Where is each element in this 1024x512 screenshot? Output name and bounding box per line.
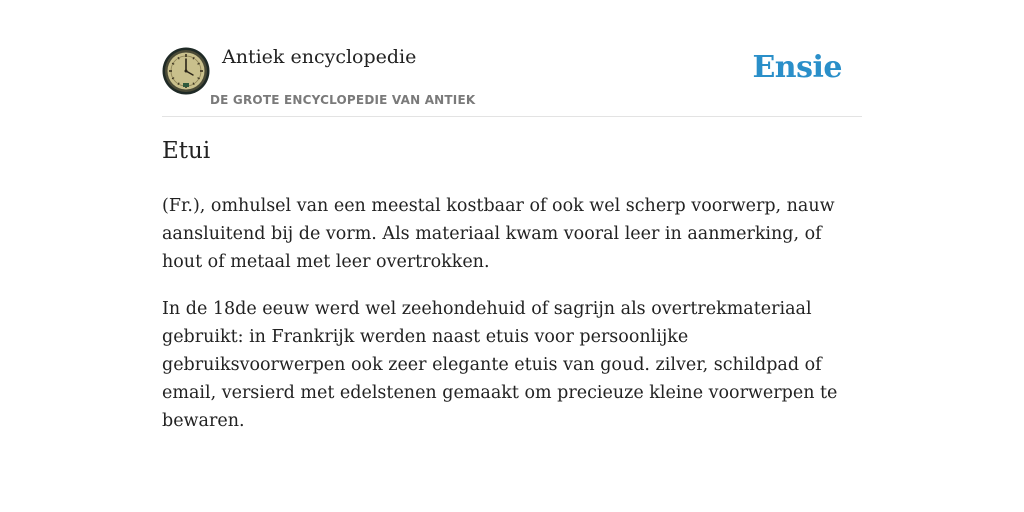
article-paragraph: (Fr.), omhulsel van een meestal kostbaar of ook wel scherp voorwerp, nauw aansluitend bij de vorm. Als materiaal kwam vooral leer in aanmerking, of hout of metaal met leer overtrokken. (162, 196, 835, 272)
page-title: Etui (162, 138, 211, 164)
clock-icon[interactable] (162, 47, 210, 95)
site-header (162, 44, 862, 117)
brand-logo[interactable]: Ensie (752, 50, 842, 85)
site-title[interactable]: Antiek encyclopedie (222, 46, 417, 68)
article-paragraph: In de 18de eeuw werd wel zeehondehuid of sagrijn als overtrekmateriaal gebruikt: in Frankrijk werden naast etuis voor persoonlijke gebruiksvoorwerpen ook zeer elegante etuis van goud. zilver, schildpad of email, versierd met edelstenen gemaakt om precieuze kleine voorwerpen te bewaren. (162, 299, 838, 431)
article-body (162, 192, 862, 454)
site-subtitle: DE GROTE ENCYCLOPEDIE VAN ANTIEK (210, 93, 476, 107)
